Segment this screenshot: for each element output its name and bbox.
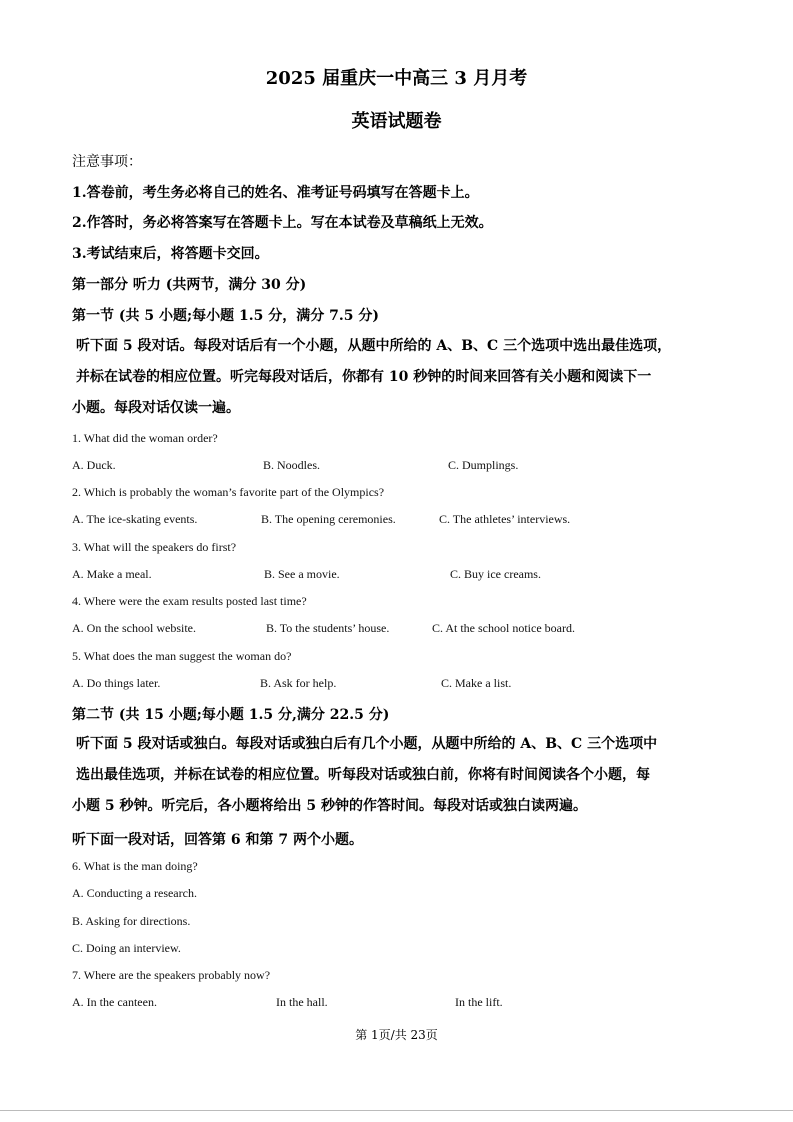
option-c: C. At the school notice board.: [432, 621, 575, 635]
question-2: 2. Which is probably the woman’s favorite part of the Olympics?: [72, 485, 385, 499]
option-b: B. Ask for help.: [260, 676, 337, 690]
note-item-1: 1.答卷前，考生务必将自己的姓名、准考证号码填写在答题卡上。: [72, 185, 479, 201]
page-number: 第 1页/共 23页: [355, 1028, 438, 1042]
question-4: 4. Where were the exam results posted last time?: [72, 594, 307, 608]
option-a: A. Do things later.: [72, 676, 161, 690]
option-a: A. Duck.: [72, 458, 116, 472]
instruction-line: 并标在试卷的相应位置。听完每段对话后，你都有 10 秒钟的时间来回答有关小题和阅读下一: [76, 369, 652, 385]
option-c: C. Make a list.: [441, 676, 512, 690]
section2-heading: 第二节 (共 15 小题;每小题 1.5 分,满分 22.5 分): [72, 707, 390, 723]
instruction-line: 听下面 5 段对话。每段对话后有一个小题，从题中所给的 A、B、C 三个选项中选出最佳选项，: [76, 338, 672, 354]
part1-heading: 第一部分 听力 (共两节，满分 30 分): [72, 277, 307, 293]
note-item-2: 2.作答时，务必将答案写在答题卡上。写在本试卷及草稿纸上无效。: [72, 215, 493, 231]
option-c: In the lift.: [455, 995, 503, 1009]
option-c: C. Buy ice creams.: [450, 567, 541, 581]
section1-instructions: [72, 331, 740, 424]
option-c: C. Doing an interview.: [72, 941, 181, 955]
question-3: 3. What will the speakers do first?: [72, 540, 237, 554]
option-b: B. See a movie.: [264, 567, 340, 581]
instruction-line: 听下面 5 段对话或独白。每段对话或独白后有几个小题，从题中所给的 A、B、C 三个选项中: [76, 736, 658, 752]
option-a: A. In the canteen.: [72, 995, 157, 1009]
option-b: B. The opening ceremonies.: [261, 512, 396, 526]
section1-heading: 第一节 (共 5 小题;每小题 1.5 分，满分 7.5 分): [72, 308, 379, 324]
group-heading: 听下面一段对话，回答第 6 和第 7 两个小题。: [72, 832, 363, 848]
question-7: 7. Where are the speakers probably now?: [72, 968, 271, 982]
exam-subtitle: 英语试题卷: [351, 111, 442, 132]
option-b: B. Asking for directions.: [72, 914, 191, 928]
option-a: A. The ice-skating events.: [72, 512, 198, 526]
option-a: A. Make a meal.: [72, 567, 152, 581]
bottom-divider: [0, 1110, 793, 1111]
notes-heading: 注意事项：: [72, 154, 142, 170]
exam-title: 2025 届重庆一中高三 3 月月考: [265, 68, 528, 89]
option-a: A. Conducting a research.: [72, 886, 197, 900]
option-c: C. Dumplings.: [448, 458, 519, 472]
option-b: B. To the students’ house.: [266, 621, 390, 635]
instruction-line: 选出最佳选项，并标在试卷的相应位置。听每段对话或独白前，你将有时间阅读各个小题，每: [76, 767, 650, 783]
instruction-line: 小题 5 秒钟。听完后，各小题将给出 5 秒钟的作答时间。每段对话或独白读两遍。: [72, 798, 587, 814]
option-b: B. Noodles.: [263, 458, 320, 472]
question-6: 6. What is the man doing?: [72, 859, 198, 873]
option-a: A. On the school website.: [72, 621, 196, 635]
section2-instructions: [72, 729, 740, 822]
question-1: 1. What did the woman order?: [72, 431, 218, 445]
option-c: C. The athletes’ interviews.: [439, 512, 571, 526]
note-item-3: 3.考试结束后，将答题卡交回。: [72, 246, 269, 262]
option-b: In the hall.: [276, 995, 328, 1009]
instruction-line: 小题。每段对话仅读一遍。: [72, 400, 240, 416]
question-5: 5. What does the man suggest the woman do?: [72, 649, 292, 663]
